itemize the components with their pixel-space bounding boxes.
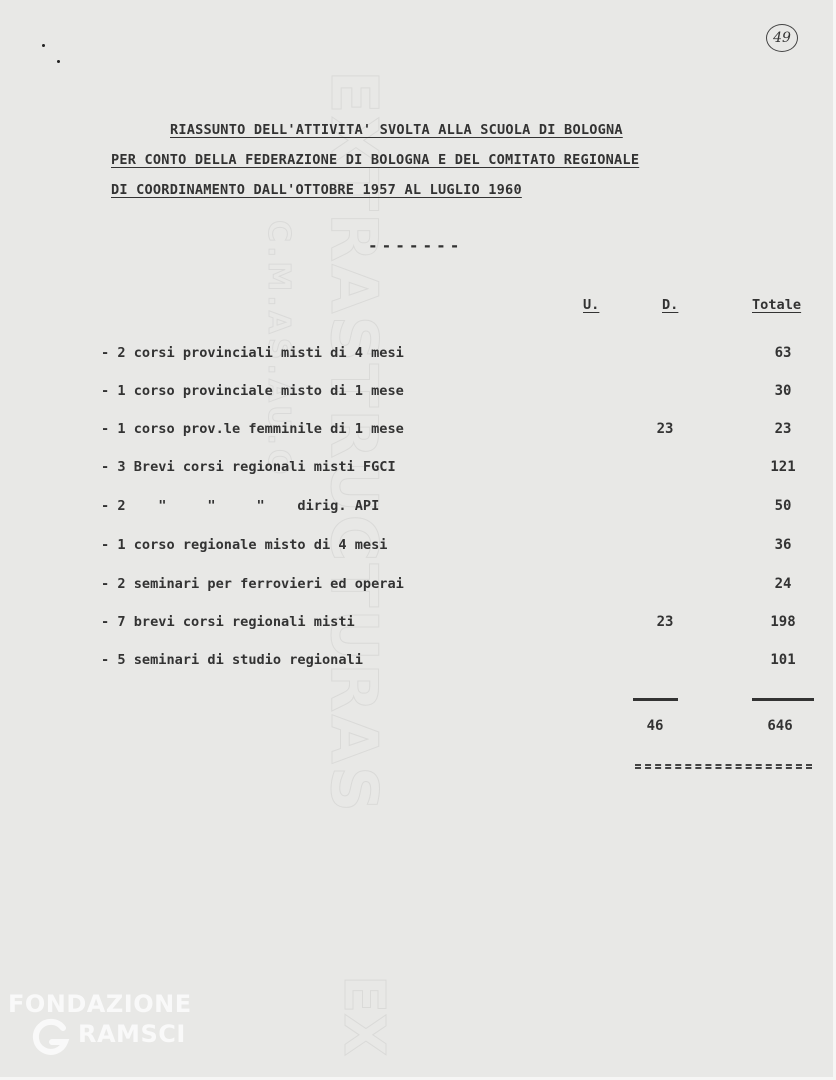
logo-g-icon <box>30 1018 70 1058</box>
table-row <box>0 652 836 676</box>
row-totale: 36 <box>774 537 792 553</box>
row-donne: 23 <box>656 421 674 437</box>
row-label: - 2 corsi provinciali misti di 4 mesi <box>101 345 404 361</box>
row-label: - 7 brevi corsi regionali misti <box>101 614 355 630</box>
table-row <box>0 576 836 600</box>
table-row <box>0 537 836 561</box>
fondazione-gramsci-logo <box>8 990 208 1070</box>
title-line-2: PER CONTO DELLA FEDERAZIONE DI BOLOGNA E DEL COMITATO REGIONALE <box>111 152 640 168</box>
row-donne: 23 <box>656 614 674 630</box>
row-totale: 30 <box>774 383 792 399</box>
row-totale: 23 <box>774 421 792 437</box>
double-underline <box>635 764 812 769</box>
ink-speck <box>42 44 45 47</box>
table-row <box>0 614 836 638</box>
column-header-uomini: U. <box>583 297 600 313</box>
ink-speck <box>57 60 60 63</box>
table-row <box>0 459 836 483</box>
page-number: 49 <box>766 24 798 52</box>
row-label: - 3 Brevi corsi regionali misti FGCI <box>101 459 396 475</box>
row-label: - 2 " " " dirig. API <box>101 498 380 514</box>
total-donne: 46 <box>646 718 664 734</box>
watermark-vertical: EXTRASTRUCTURAS <box>316 70 390 815</box>
table-row <box>0 345 836 369</box>
table-row <box>0 421 836 445</box>
row-totale: 50 <box>774 498 792 514</box>
total-totale: 646 <box>767 718 793 734</box>
separator-dashes: ------- <box>368 236 464 255</box>
row-label: - 1 corso prov.le femminile di 1 mese <box>101 421 404 437</box>
logo-line-2: RAMSCI <box>78 1020 186 1048</box>
row-totale: 121 <box>770 459 796 475</box>
row-label: - 5 seminari di studio regionali <box>101 652 363 668</box>
sum-rule-donne <box>633 698 678 701</box>
row-label: - 1 corso provinciale misto di 1 mese <box>101 383 404 399</box>
row-totale: 63 <box>774 345 792 361</box>
row-label: - 1 corso regionale misto di 4 mesi <box>101 537 388 553</box>
table-row <box>0 383 836 407</box>
row-totale: 198 <box>770 614 796 630</box>
title-line-3: DI COORDINAMENTO DALL'OTTOBRE 1957 AL LUGLIO 1960 <box>111 182 522 198</box>
logo-line-1: FONDAZIONE <box>8 990 192 1018</box>
watermark-vertical-sub: C.M.AS.AU.O <box>261 220 296 479</box>
sum-rule-totale <box>752 698 814 701</box>
row-totale: 24 <box>774 576 792 592</box>
column-header-totale: Totale <box>752 297 802 313</box>
table-row <box>0 498 836 522</box>
watermark-bottom: EX <box>331 975 396 1057</box>
title-line-1: RIASSUNTO DELL'ATTIVITA' SVOLTA ALLA SCUOLA DI BOLOGNA <box>170 122 623 138</box>
row-totale: 101 <box>770 652 796 668</box>
column-header-donne: D. <box>662 297 679 313</box>
row-label: - 2 seminari per ferrovieri ed operai <box>101 576 404 592</box>
